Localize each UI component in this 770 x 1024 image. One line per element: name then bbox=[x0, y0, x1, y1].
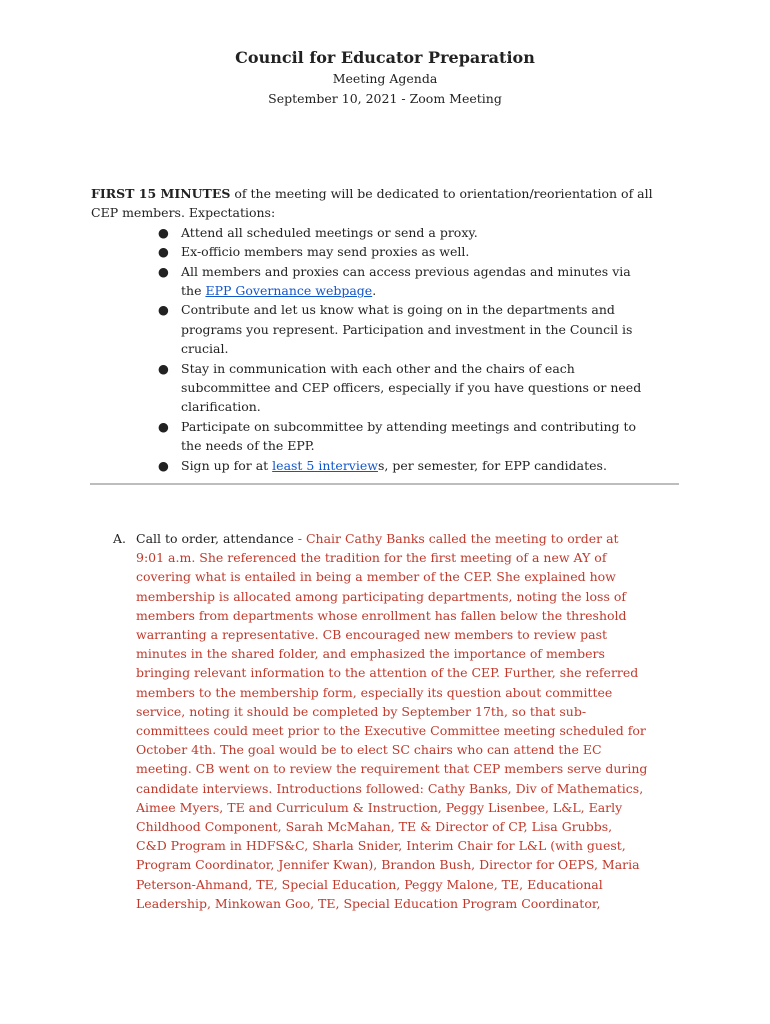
list-item bbox=[91, 359, 691, 417]
agenda-item-line: 9:01 a.m. She referenced the tradition for the first meeting of a new AY of bbox=[136, 550, 607, 566]
agenda-item-line bbox=[136, 529, 683, 548]
bullet-icon: ● bbox=[158, 457, 169, 473]
list-item-line: crucial. bbox=[181, 341, 229, 357]
list-item-line: Contribute and let us know what is going on in the departments and bbox=[181, 302, 615, 318]
orientation-lead bbox=[91, 184, 691, 203]
agenda-item-line: meeting. CB went on to review the requirement that CEP members serve during bbox=[136, 761, 648, 777]
list-item-text: Sign up for at bbox=[181, 457, 273, 473]
agenda-item-a bbox=[113, 529, 683, 913]
list-item-line: All members and proxies can access previous agendas and minutes via bbox=[181, 263, 631, 279]
list-item-line: subcommittee and CEP officers, especially if you have questions or need bbox=[181, 380, 642, 396]
bullet-icon: ● bbox=[158, 418, 169, 434]
bullet-icon: ● bbox=[158, 244, 169, 260]
list-item bbox=[91, 223, 691, 242]
agenda-item-line: minutes in the shared folder, and emphasized the importance of members bbox=[136, 646, 605, 662]
list-item-line: Ex-officio members may send proxies as well. bbox=[181, 244, 470, 260]
list-item bbox=[91, 242, 691, 261]
bullet-icon: ● bbox=[158, 263, 169, 279]
list-item-text: the bbox=[181, 283, 206, 299]
agenda-item-notes: Chair Cathy Banks called the meeting to order at bbox=[305, 531, 619, 546]
orientation-section bbox=[91, 184, 691, 475]
list-item-text: . bbox=[372, 283, 377, 299]
agenda-item-line: candidate interviews. Introductions followed: Cathy Banks, Div of Mathematics, bbox=[136, 780, 644, 796]
section-divider bbox=[90, 483, 679, 485]
list-item-line: Participate on subcommittee by attending meetings and contributing to bbox=[181, 418, 637, 434]
agenda-item-line: covering what is entailed in being a member of the CEP. She explained how bbox=[136, 569, 616, 585]
list-item-line: the needs of the EPP. bbox=[181, 438, 315, 454]
orientation-lead-text: of the meeting will be dedicated to orientation/reorientation of all bbox=[230, 186, 653, 201]
expectations-list bbox=[91, 223, 691, 475]
agenda-item-line: warranting a representative. CB encouraged new members to review past bbox=[136, 627, 608, 643]
list-item bbox=[91, 456, 691, 475]
document-header bbox=[0, 47, 770, 109]
list-item-line: clarification. bbox=[181, 399, 261, 415]
list-item-text: s, per semester, for EPP candidates. bbox=[377, 457, 607, 473]
interviews-link[interactable]: least 5 interview bbox=[272, 457, 378, 473]
agenda-item-line: Childhood Component, Sarah McMahan, TE & Director of CP, Lisa Grubbs, bbox=[136, 819, 613, 835]
epp-governance-link[interactable]: EPP Governance webpage bbox=[205, 283, 373, 299]
agenda-item-line: Leadership, Minkowan Goo, TE, Special Education Program Coordinator, bbox=[136, 895, 601, 911]
agenda-item-separator: - bbox=[293, 531, 306, 546]
agenda-item-line: bringing relevant information to the attention of the CEP. Further, she referred bbox=[136, 665, 639, 681]
list-item-line bbox=[181, 281, 691, 300]
document-subtitle: Meeting Agenda bbox=[332, 71, 438, 86]
agenda-item-line: members from departments whose enrollment has fallen below the threshold bbox=[136, 607, 627, 623]
list-item-line: Stay in communication with each other and the chairs of each bbox=[181, 360, 575, 376]
agenda-item-line: committees could meet prior to the Executive Committee meeting scheduled for bbox=[136, 723, 646, 739]
agenda-item-line: Program Coordinator, Jennifer Kwan), Brandon Bush, Director for OEPS, Maria bbox=[136, 857, 640, 873]
agenda-item-line: members to the membership form, especially its question about committee bbox=[136, 684, 613, 700]
meeting-date: September 10, 2021 - Zoom Meeting bbox=[268, 91, 502, 106]
orientation-lead-bold: FIRST 15 MINUTES bbox=[91, 186, 231, 201]
list-item bbox=[91, 417, 691, 456]
list-item bbox=[91, 262, 691, 301]
agenda-item-line: membership is allocated among participating departments, noting the loss of bbox=[136, 588, 627, 604]
list-item-line bbox=[181, 456, 691, 475]
agenda-item-marker: A. bbox=[113, 531, 127, 546]
bullet-icon: ● bbox=[158, 360, 169, 376]
orientation-lead-line2: CEP members. Expectations: bbox=[91, 205, 276, 221]
agenda-item-line: Peterson-Ahmand, TE, Special Education, Peggy Malone, TE, Educational bbox=[136, 876, 603, 892]
list-item-line: programs you represent. Participation and investment in the Council is bbox=[181, 321, 633, 337]
bullet-icon: ● bbox=[158, 302, 169, 318]
agenda-item-label: Call to order, attendance bbox=[136, 531, 294, 546]
agenda-item-line: October 4th. The goal would be to elect SC chairs who can attend the EC bbox=[136, 742, 602, 758]
list-item bbox=[91, 300, 691, 358]
agenda-item-body bbox=[113, 529, 683, 913]
agenda-item-line: C&D Program in HDFS&C, Sharla Snider, Interim Chair for L&L (with guest, bbox=[136, 838, 626, 854]
bullet-icon: ● bbox=[158, 224, 169, 240]
agenda-item-line: service, noting it should be completed by September 17th, so that sub- bbox=[136, 703, 587, 719]
list-item-line: Attend all scheduled meetings or send a proxy. bbox=[181, 224, 478, 240]
agenda-item-line: Aimee Myers, TE and Curriculum & Instruction, Peggy Lisenbee, L&L, Early bbox=[136, 799, 623, 815]
document-title: Council for Educator Preparation bbox=[235, 48, 535, 67]
